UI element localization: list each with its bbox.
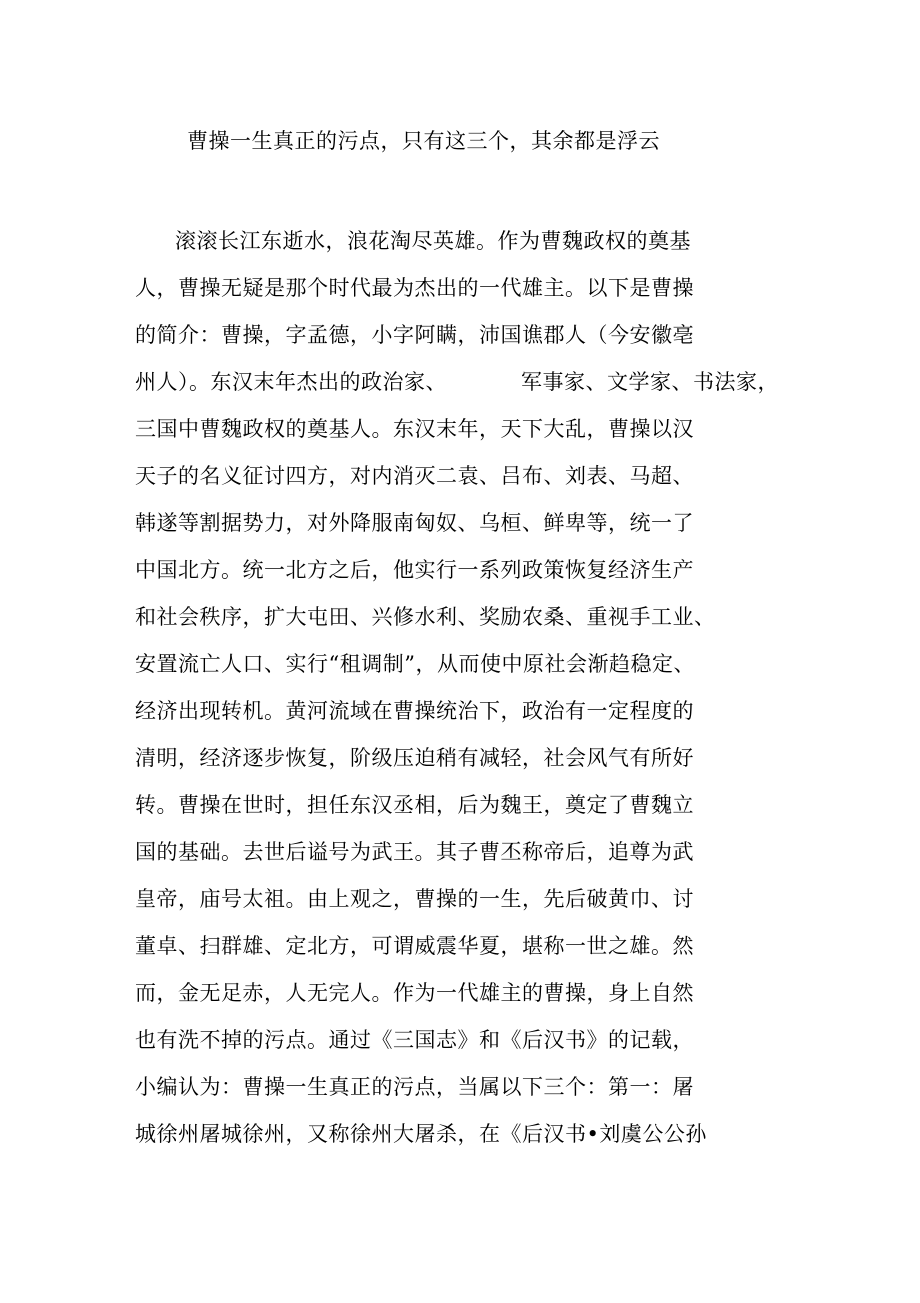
paragraph-line: 小编认为：曹操一生真正的污点，当属以下三个：第一：屠 <box>135 1075 694 1099</box>
paragraph-line: 三国中曹魏政权的奠基人。东汉末年，天下大乱，曹操以汉 <box>135 417 694 441</box>
line-segment: 州人）。东汉末年杰出的政治家、 <box>135 370 447 394</box>
paragraph-line: 也有洗不掉的污点。通过《三国志》和《后汉书》的记载， <box>135 1028 694 1052</box>
paragraph-line: 安置流亡人口、实行“租调制”，从而使中原社会渐趋稳定、 <box>135 652 695 676</box>
paragraph-line: 和社会秩序，扩大屯田、兴修水利、奖励农桑、重视手工业、 <box>135 605 716 629</box>
paragraph-line: 城徐州屠城徐州，又称徐州大屠杀，在《后汉书•刘虞公公孙 <box>135 1122 707 1146</box>
line-segment: 军事家、文学家、书法家， <box>521 370 779 394</box>
paragraph-line: 的简介：曹操，字孟德，小字阿瞒，沛国谯郡人（今安徽亳 <box>135 323 694 347</box>
paragraph-line: 皇帝，庙号太祖。由上观之，曹操的一生，先后破黄巾、讨 <box>135 887 694 911</box>
paragraph-line: 韩遂等割据势力，对外降服南匈奴、乌桓、鲜卑等，统一了 <box>135 511 694 535</box>
paragraph-line: 国的基础。去世后谥号为武王。其子曹丕称帝后，追尊为武 <box>135 840 694 864</box>
paragraph-line: 中国北方。统一北方之后，他实行一系列政策恢复经济生产 <box>135 558 694 582</box>
paragraph-line: 董卓、扫群雄、定北方，可谓威震华夏，堪称一世之雄。然 <box>135 934 694 958</box>
paragraph-line-split <box>135 359 795 406</box>
paragraph-line: 清明，经济逐步恢复，阶级压迫稍有减轻，社会风气有所好 <box>135 746 694 770</box>
paragraph-line: 而，金无足赤，人无完人。作为一代雄主的曹操，身上自然 <box>135 981 694 1005</box>
paragraph-line: 滚滚长江东逝水，浪花淘尽英雄。作为曹魏政权的奠基 <box>175 229 691 253</box>
paragraph-line: 天子的名义征讨四方，对内消灭二袁、吕布、刘表、马超、 <box>135 464 694 488</box>
document-body <box>135 218 795 1158</box>
document-title: 曹操一生真正的污点，只有这三个，其余都是浮云 <box>187 129 660 153</box>
paragraph-line: 转。曹操在世时，担任东汉丞相，后为魏王，奠定了曹魏立 <box>135 793 694 817</box>
paragraph-line: 经济出现转机。黄河流域在曹操统治下，政治有一定程度的 <box>135 699 694 723</box>
paragraph-line: 人，曹操无疑是那个时代最为杰出的一代雄主。以下是曹操 <box>135 276 694 300</box>
